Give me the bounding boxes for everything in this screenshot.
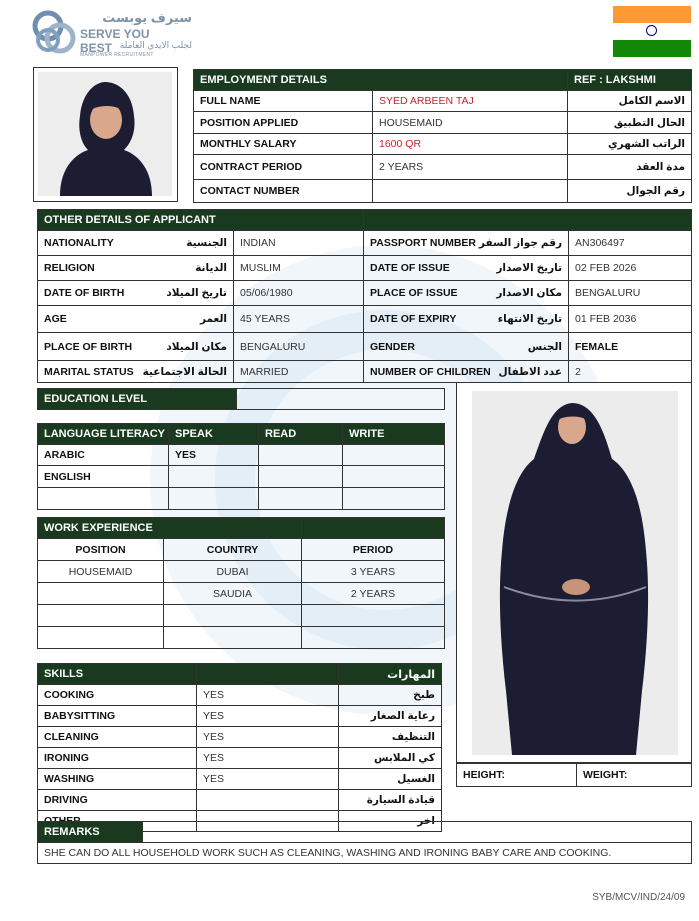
salary-ar: الراتب الشهري xyxy=(568,134,692,155)
position-label: POSITION APPLIED xyxy=(194,112,373,134)
skill-label: WASHING xyxy=(38,769,197,790)
speak-value xyxy=(169,488,259,510)
skill-label: COOKING xyxy=(38,685,197,706)
language-name xyxy=(38,488,169,510)
age-value: 45 YEARS xyxy=(234,306,364,333)
position-value: HOUSEMAID xyxy=(373,112,568,134)
document-code: SYB/MCV/IND/24/09 xyxy=(592,892,685,903)
dob-label: DATE OF BIRTH تاريخ الميلاد xyxy=(38,281,234,306)
children-value: 2 xyxy=(569,361,692,383)
skill-ar: الغسيل xyxy=(339,769,442,790)
skill-ar: اخر xyxy=(339,811,442,832)
table-row xyxy=(38,748,442,769)
country-header: COUNTRY xyxy=(164,539,302,561)
work-position xyxy=(38,583,164,605)
table-row xyxy=(38,561,445,583)
measurements-table xyxy=(456,762,692,787)
read-value xyxy=(259,445,343,466)
applicant-photo-small xyxy=(33,67,178,202)
skill-ar: رعاية الصغار xyxy=(339,706,442,727)
education-value xyxy=(237,389,445,410)
other-details-title: OTHER DETAILS OF APPLICANT xyxy=(38,210,364,231)
birthplace-label: PLACE OF BIRTH مكان الميلاد xyxy=(38,333,234,361)
contract-value: 2 YEARS xyxy=(373,155,568,180)
portrait-image xyxy=(38,72,172,196)
work-country xyxy=(164,605,302,627)
remarks-text: SHE CAN DO ALL HOUSEHOLD WORK SUCH AS CLEANING, WASHING AND IRONING BABY CARE AND COOKING. xyxy=(38,843,692,864)
skill-value: YES xyxy=(197,685,339,706)
table-row xyxy=(38,605,445,627)
work-period: 3 YEARS xyxy=(302,561,445,583)
religion-label: RELIGION الديانة xyxy=(38,256,234,281)
logo-arabic: سيرف يوبست xyxy=(102,10,192,25)
table-row xyxy=(38,466,445,488)
skills-title: SKILLS xyxy=(38,664,197,685)
marital-label: MARITAL STATUS الحالة الاجتماعية xyxy=(38,361,234,383)
work-period: 2 YEARS xyxy=(302,583,445,605)
height-label: HEIGHT: xyxy=(457,763,577,787)
work-period xyxy=(302,627,445,649)
language-table xyxy=(37,423,445,510)
language-header: LANGUAGE LITERACY xyxy=(38,424,169,445)
skill-label: DRIVING xyxy=(38,790,197,811)
write-value xyxy=(343,445,445,466)
skill-value: YES xyxy=(197,727,339,748)
table-row xyxy=(38,488,445,510)
gender-label: GENDER الجنس xyxy=(364,333,569,361)
work-experience-table xyxy=(37,517,445,649)
remarks-title: REMARKS xyxy=(38,822,143,843)
expiry-value: 01 FEB 2036 xyxy=(569,306,692,333)
position-ar: الحال التطبيق xyxy=(568,112,692,134)
birthplace-value: BENGALURU xyxy=(234,333,364,361)
skill-value: YES xyxy=(197,769,339,790)
work-position xyxy=(38,605,164,627)
skill-value xyxy=(197,790,339,811)
read-value xyxy=(259,466,343,488)
issue-date-value: 02 FEB 2026 xyxy=(569,256,692,281)
salary-value: 1600 QR xyxy=(373,134,568,155)
table-row xyxy=(38,583,445,605)
india-flag-icon xyxy=(613,6,691,57)
other-details-header-blank xyxy=(364,210,692,231)
children-label: NUMBER OF CHILDREN عدد الاطفال xyxy=(364,361,569,383)
full-name-value: SYED ARBEEN TAJ xyxy=(373,91,568,112)
table-row xyxy=(38,790,442,811)
contact-ar: رقم الجوال xyxy=(568,180,692,203)
skill-ar: التنظيف xyxy=(339,727,442,748)
full-name-ar: الاسم الكامل xyxy=(568,91,692,112)
work-position: HOUSEMAID xyxy=(38,561,164,583)
expiry-label: DATE OF EXPIRY تاريخ الانتهاء xyxy=(364,306,569,333)
education-label: EDUCATION LEVEL xyxy=(38,389,237,410)
speak-header: SPEAK xyxy=(169,424,259,445)
employment-details-table xyxy=(193,69,692,203)
skill-value: YES xyxy=(197,706,339,727)
ref-label: REF : LAKSHMI xyxy=(568,70,692,91)
language-name: ENGLISH xyxy=(38,466,169,488)
company-logo xyxy=(30,8,192,58)
contract-label: CONTRACT PERIOD xyxy=(194,155,373,180)
language-name: ARABIC xyxy=(38,445,169,466)
read-value xyxy=(259,488,343,510)
skills-title-ar: المهارات xyxy=(339,664,442,685)
work-country xyxy=(164,627,302,649)
issue-place-label: PLACE OF ISSUE مكان الاصدار xyxy=(364,281,569,306)
marital-value: MARRIED xyxy=(234,361,364,383)
skill-label: CLEANING xyxy=(38,727,197,748)
table-row xyxy=(38,706,442,727)
contact-value xyxy=(373,180,568,203)
gender-value: FEMALE xyxy=(569,333,692,361)
issue-date-label: DATE OF ISSUE تاريخ الاصدار xyxy=(364,256,569,281)
full-body-image xyxy=(472,391,678,755)
age-label: AGE العمر xyxy=(38,306,234,333)
work-position xyxy=(38,627,164,649)
nationality-value: INDIAN xyxy=(234,231,364,256)
work-title: WORK EXPERIENCE xyxy=(38,518,302,539)
skill-ar: طبخ xyxy=(339,685,442,706)
skill-value: YES xyxy=(197,748,339,769)
skill-ar: قيادة السيارة xyxy=(339,790,442,811)
skill-label: IRONING xyxy=(38,748,197,769)
weight-label: WEIGHT: xyxy=(577,763,692,787)
table-row xyxy=(38,769,442,790)
education-table xyxy=(37,388,445,410)
employment-title: EMPLOYMENT DETAILS xyxy=(194,70,568,91)
full-name-label: FULL NAME xyxy=(194,91,373,112)
logo-sub: MANPOWER RECRUITMENT xyxy=(80,52,154,58)
table-row xyxy=(38,445,445,466)
speak-value xyxy=(169,466,259,488)
dob-value: 05/06/1980 xyxy=(234,281,364,306)
write-value xyxy=(343,488,445,510)
logo-arabic-sub: لجلب الايدي العاملة xyxy=(119,40,192,50)
other-details-table xyxy=(37,209,692,383)
position-header: POSITION xyxy=(38,539,164,561)
logo-emblem-icon xyxy=(30,8,78,58)
write-header: WRITE xyxy=(343,424,445,445)
write-value xyxy=(343,466,445,488)
religion-value: MUSLIM xyxy=(234,256,364,281)
applicant-photo-large xyxy=(456,382,692,764)
skills-header-blank xyxy=(197,664,339,685)
salary-label: MONTHLY SALARY xyxy=(194,134,373,155)
passport-label: PASSPORT NUMBER رقم جواز السفر xyxy=(364,231,569,256)
period-header: PERIOD xyxy=(302,539,445,561)
speak-value: YES xyxy=(169,445,259,466)
contract-ar: مدة العقد xyxy=(568,155,692,180)
logo-name: SERVE YOU BEST xyxy=(80,27,150,55)
work-country: DUBAI xyxy=(164,561,302,583)
issue-place-value: BENGALURU xyxy=(569,281,692,306)
skills-table xyxy=(37,663,442,832)
table-row xyxy=(38,627,445,649)
skill-ar: كي الملابس xyxy=(339,748,442,769)
work-period xyxy=(302,605,445,627)
table-row xyxy=(38,727,442,748)
contact-label: CONTACT NUMBER xyxy=(194,180,373,203)
nationality-label: NATIONALITY الجنسية xyxy=(38,231,234,256)
work-header-blank xyxy=(302,518,445,539)
table-row xyxy=(38,685,442,706)
remarks-table xyxy=(37,821,692,864)
read-header: READ xyxy=(259,424,343,445)
work-country: SAUDIA xyxy=(164,583,302,605)
remarks-header-blank xyxy=(143,822,692,843)
passport-value: AN306497 xyxy=(569,231,692,256)
skill-label: BABYSITTING xyxy=(38,706,197,727)
